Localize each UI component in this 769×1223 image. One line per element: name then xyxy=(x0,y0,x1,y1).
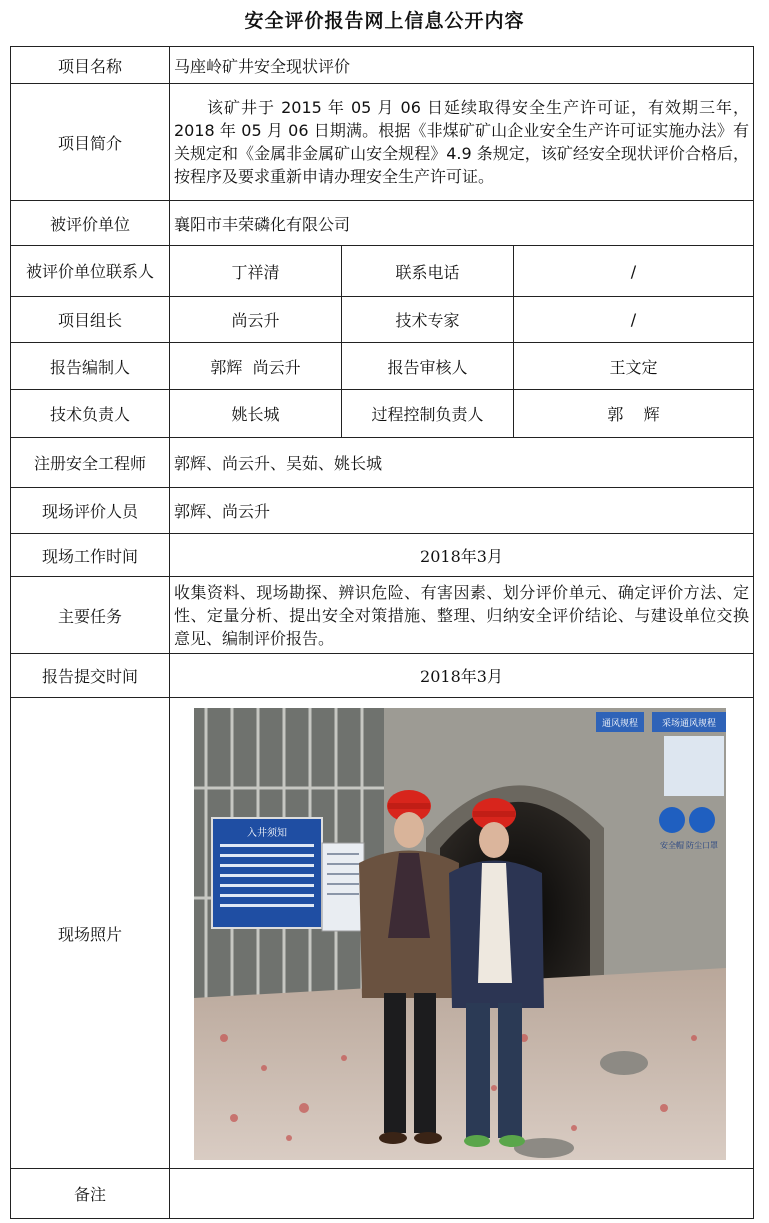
submit-time-label: 报告提交时间 xyxy=(11,654,170,698)
evaluated-unit-label: 被评价单位 xyxy=(11,201,170,246)
hazard-sign-text: 安全帽 xyxy=(660,841,684,850)
main-tasks-label: 主要任务 xyxy=(11,577,170,654)
row-engineers xyxy=(11,438,754,488)
row-leader xyxy=(11,297,754,343)
row-site-staff xyxy=(11,488,754,534)
process-control-label: 过程控制负责人 xyxy=(342,390,514,438)
engineers-label: 注册安全工程师 xyxy=(11,438,170,488)
mask-sign-text: 防尘口罩 xyxy=(686,841,718,850)
row-remarks xyxy=(11,1169,754,1219)
submit-time-value: 2018年3月 xyxy=(170,654,754,698)
leader-label: 项目组长 xyxy=(11,297,170,343)
sign-top-text: 通风规程 xyxy=(601,719,639,729)
reviewer-label: 报告审核人 xyxy=(342,343,514,390)
leader-value: 尚云升 xyxy=(170,297,342,343)
project-intro-label: 项目简介 xyxy=(11,84,170,201)
project-name-label: 项目名称 xyxy=(11,47,170,84)
row-contact xyxy=(11,246,754,297)
contact-value: 丁祥清 xyxy=(170,246,342,297)
page-title: 安全评价报告网上信息公开内容 xyxy=(244,10,525,32)
evaluated-unit-value: 襄阳市丰荣磷化有限公司 xyxy=(170,201,754,246)
contact-label: 被评价单位联系人 xyxy=(11,246,170,297)
mine-entrance-photo xyxy=(194,708,726,1160)
tech-lead-label: 技术负责人 xyxy=(11,390,170,438)
row-tech-lead xyxy=(11,390,754,438)
site-staff-label: 现场评价人员 xyxy=(11,488,170,534)
info-table xyxy=(10,46,754,1219)
remarks-label: 备注 xyxy=(11,1169,170,1219)
site-staff-value: 郭辉、尚云升 xyxy=(170,488,754,534)
phone-label: 联系电话 xyxy=(342,246,514,297)
phone-value: / xyxy=(514,246,754,297)
sign-right-text: 采场通风规程 xyxy=(661,719,717,729)
compiler-value: 郭辉 尚云升 xyxy=(170,343,342,390)
row-project-intro xyxy=(11,84,754,201)
reviewer-value: 王文定 xyxy=(514,343,754,390)
site-photo xyxy=(194,708,726,1160)
site-photo-label: 现场照片 xyxy=(11,698,170,1169)
compiler-label: 报告编制人 xyxy=(11,343,170,390)
remarks-value xyxy=(170,1169,754,1219)
expert-value: / xyxy=(514,297,754,343)
project-intro-value: 该矿井于 2015 年 05 月 06 日延续取得安全生产许可证，有效期三年，2018 年 05 月 06 日期满。根据《非煤矿矿山企业安全生产许可证实施办法》有关规定和《金属非金属矿山安全规程》4.9 条规定，该矿经安全现状评价合格后，按程序及要求重新申请办理安全生产许可证。 xyxy=(174,98,749,186)
row-compiler xyxy=(11,343,754,390)
engineers-value: 郭辉、尚云升、吴茹、姚长城 xyxy=(170,438,754,488)
row-site-time xyxy=(11,534,754,577)
row-submit-time xyxy=(11,654,754,698)
sign-left-text: 入井须知 xyxy=(247,828,287,839)
expert-label: 技术专家 xyxy=(342,297,514,343)
row-site-photo xyxy=(11,698,754,1169)
site-time-value: 2018年3月 xyxy=(170,534,754,577)
project-name-value: 马座岭矿井安全现状评价 xyxy=(170,47,754,84)
process-control-value: 郭 辉 xyxy=(514,390,754,438)
main-tasks-value: 收集资料、现场勘探、辨识危险、有害因素、划分评价单元、确定评价方法、定性、定量分析、提出安全对策措施、整理、归纳安全评价结论、与建设单位交换意见、编制评价报告。 xyxy=(170,577,754,654)
row-evaluated-unit xyxy=(11,201,754,246)
site-time-label: 现场工作时间 xyxy=(11,534,170,577)
site-photo-cell xyxy=(170,698,754,1169)
project-intro-cell xyxy=(170,84,754,201)
row-main-tasks xyxy=(11,577,754,654)
tech-lead-value: 姚长城 xyxy=(170,390,342,438)
row-project-name xyxy=(11,47,754,84)
